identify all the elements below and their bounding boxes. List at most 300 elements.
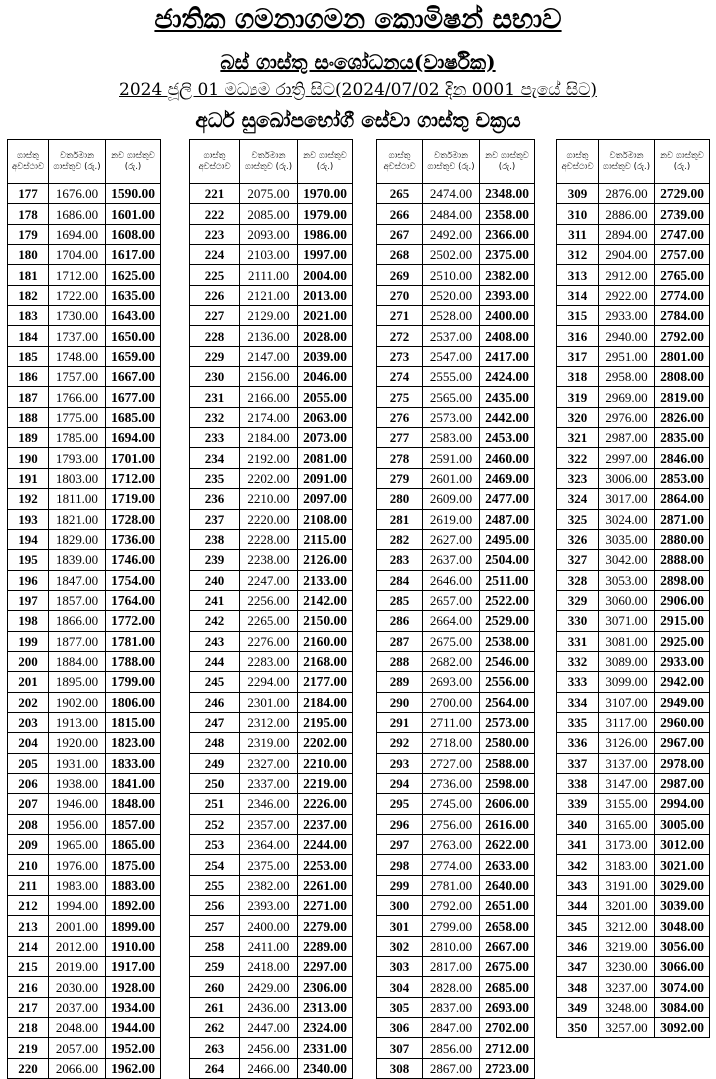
current-fare-cell: 2174.00 (240, 407, 298, 427)
current-fare-cell: 3006.00 (599, 468, 655, 488)
table-row (377, 224, 535, 244)
current-fare-cell: 3024.00 (599, 509, 655, 529)
new-fare-cell: 1736.00 (106, 529, 161, 549)
table-row (8, 1018, 161, 1038)
table-row (190, 936, 353, 956)
table-row (377, 509, 535, 529)
stage-cell: 275 (377, 387, 423, 407)
current-fare-cell: 2247.00 (240, 570, 298, 590)
stage-cell: 297 (377, 835, 423, 855)
stage-cell: 291 (377, 712, 423, 732)
new-fare-cell: 1764.00 (106, 590, 161, 610)
current-fare-cell: 2364.00 (240, 835, 298, 855)
new-fare-cell: 1962.00 (106, 1058, 161, 1078)
new-fare-cell: 1952.00 (106, 1038, 161, 1058)
fare-table-4 (556, 139, 710, 1038)
stage-cell: 224 (190, 245, 240, 265)
table-row (557, 468, 710, 488)
table-row (377, 835, 535, 855)
stage-cell: 326 (557, 529, 599, 549)
current-fare-cell: 2664.00 (423, 611, 480, 631)
stage-cell: 247 (190, 712, 240, 732)
new-fare-cell: 1883.00 (106, 875, 161, 895)
stage-cell: 189 (8, 428, 49, 448)
current-fare-cell: 2817.00 (423, 957, 480, 977)
new-fare-cell: 2400.00 (480, 306, 535, 326)
current-fare-cell: 2969.00 (599, 387, 655, 407)
table-row (557, 407, 710, 427)
stage-cell: 289 (377, 672, 423, 692)
stage-cell: 306 (377, 1018, 423, 1038)
new-fare-cell: 2261.00 (298, 875, 353, 895)
new-fare-cell: 2442.00 (480, 407, 535, 427)
new-fare-cell: 2424.00 (480, 367, 535, 387)
table-row (377, 550, 535, 570)
table-row (8, 651, 161, 671)
stage-cell: 193 (8, 509, 49, 529)
stage-cell: 302 (377, 936, 423, 956)
new-fare-cell: 2226.00 (298, 794, 353, 814)
table-row (8, 346, 161, 366)
table-row (190, 550, 353, 570)
table-row (557, 977, 710, 997)
stage-cell: 226 (190, 285, 240, 305)
new-fare-cell: 3092.00 (655, 1018, 710, 1038)
new-fare-cell: 1841.00 (106, 773, 161, 793)
stage-cell: 301 (377, 916, 423, 936)
table-row (190, 468, 353, 488)
stage-cell: 337 (557, 753, 599, 773)
new-fare-cell: 1833.00 (106, 753, 161, 773)
new-fare-cell: 1806.00 (106, 692, 161, 712)
table-row (557, 1018, 710, 1038)
current-fare-cell: 2294.00 (240, 672, 298, 692)
table-row (557, 855, 710, 875)
new-fare-cell: 2177.00 (298, 672, 353, 692)
table-row (377, 245, 535, 265)
stage-cell: 258 (190, 936, 240, 956)
new-fare-cell: 2522.00 (480, 590, 535, 610)
table-row (377, 407, 535, 427)
new-fare-cell: 2994.00 (655, 794, 710, 814)
current-fare-cell: 2129.00 (240, 306, 298, 326)
stage-cell: 244 (190, 651, 240, 671)
stage-cell: 348 (557, 977, 599, 997)
current-fare-cell: 2301.00 (240, 692, 298, 712)
table-row (8, 692, 161, 712)
new-fare-cell: 1944.00 (106, 1018, 161, 1038)
table-row (557, 306, 710, 326)
current-fare-cell: 2894.00 (599, 224, 655, 244)
stage-cell: 318 (557, 367, 599, 387)
stage-cell: 274 (377, 367, 423, 387)
current-fare-cell: 2066.00 (49, 1058, 106, 1078)
current-fare-cell: 2502.00 (423, 245, 480, 265)
stage-cell: 243 (190, 631, 240, 651)
current-fare-cell: 1676.00 (49, 184, 106, 204)
stage-cell: 315 (557, 306, 599, 326)
table-row (8, 957, 161, 977)
new-fare-cell: 2495.00 (480, 529, 535, 549)
new-fare-cell: 2435.00 (480, 387, 535, 407)
new-fare-cell: 2237.00 (298, 814, 353, 834)
stage-cell: 309 (557, 184, 599, 204)
stage-cell: 325 (557, 509, 599, 529)
table-row (190, 814, 353, 834)
stage-cell: 294 (377, 773, 423, 793)
new-fare-cell: 2658.00 (480, 916, 535, 936)
stage-cell: 273 (377, 346, 423, 366)
table-row (377, 997, 535, 1017)
table-row (190, 712, 353, 732)
table-row (190, 794, 353, 814)
stage-cell: 313 (557, 265, 599, 285)
stage-cell: 286 (377, 611, 423, 631)
table-row (377, 814, 535, 834)
stage-cell: 346 (557, 936, 599, 956)
stage-cell: 239 (190, 550, 240, 570)
stage-cell: 328 (557, 570, 599, 590)
new-fare-cell: 2004.00 (298, 265, 353, 285)
table-row (557, 997, 710, 1017)
stage-cell: 207 (8, 794, 49, 814)
current-fare-cell: 2019.00 (49, 957, 106, 977)
current-fare-cell: 2256.00 (240, 590, 298, 610)
current-fare-cell: 2312.00 (240, 712, 298, 732)
new-fare-cell: 2453.00 (480, 428, 535, 448)
table-row (190, 957, 353, 977)
new-fare-cell: 2195.00 (298, 712, 353, 732)
table-row (557, 245, 710, 265)
header-new-fare: නව ගාස්තුව (රු.) (655, 140, 710, 184)
current-fare-cell: 2283.00 (240, 651, 298, 671)
new-fare-cell: 3084.00 (655, 997, 710, 1017)
stage-cell: 215 (8, 957, 49, 977)
table-row (377, 855, 535, 875)
current-fare-cell: 2456.00 (240, 1038, 298, 1058)
table-row (8, 529, 161, 549)
header-current-fare: වර්තමාන ගාස්තුව (රු.) (423, 140, 480, 184)
table-row (377, 733, 535, 753)
current-fare-cell: 1704.00 (49, 245, 106, 265)
table-row (557, 936, 710, 956)
new-fare-cell: 2039.00 (298, 346, 353, 366)
current-fare-cell: 3230.00 (599, 957, 655, 977)
new-fare-cell: 1701.00 (106, 448, 161, 468)
current-fare-cell: 1803.00 (49, 468, 106, 488)
effective-date: 2024 ජූලි 01 මධ්‍යම රාත්‍රි සිට(2024/07/02 දින 0001 පැයේ සිට) (119, 80, 597, 100)
table-row (190, 875, 353, 895)
stage-cell: 319 (557, 387, 599, 407)
table-row (377, 773, 535, 793)
table-row (8, 407, 161, 427)
stage-cell: 241 (190, 590, 240, 610)
table-row (8, 204, 161, 224)
current-fare-cell: 2492.00 (423, 224, 480, 244)
new-fare-cell: 2757.00 (655, 245, 710, 265)
new-fare-cell: 2925.00 (655, 631, 710, 651)
new-fare-cell: 1799.00 (106, 672, 161, 692)
current-fare-cell: 1694.00 (49, 224, 106, 244)
stage-cell: 304 (377, 977, 423, 997)
current-fare-cell: 1766.00 (49, 387, 106, 407)
current-fare-cell: 2781.00 (423, 875, 480, 895)
stage-cell: 202 (8, 692, 49, 712)
current-fare-cell: 1829.00 (49, 529, 106, 549)
stage-cell: 278 (377, 448, 423, 468)
table-title: අර්ධ සුඛෝපභෝගී සේවා ගාස්තු චක්‍රය (195, 108, 521, 132)
current-fare-cell: 2346.00 (240, 794, 298, 814)
table-row (8, 896, 161, 916)
table-row (8, 773, 161, 793)
current-fare-cell: 1686.00 (49, 204, 106, 224)
current-fare-cell: 2886.00 (599, 204, 655, 224)
new-fare-cell: 2133.00 (298, 570, 353, 590)
stage-cell: 254 (190, 855, 240, 875)
table-row (8, 367, 161, 387)
table-row (377, 875, 535, 895)
stage-cell: 250 (190, 773, 240, 793)
table-row (557, 957, 710, 977)
current-fare-cell: 2922.00 (599, 285, 655, 305)
stage-cell: 342 (557, 855, 599, 875)
new-fare-cell: 1677.00 (106, 387, 161, 407)
stage-cell: 300 (377, 896, 423, 916)
current-fare-cell: 3257.00 (599, 1018, 655, 1038)
new-fare-cell: 1917.00 (106, 957, 161, 977)
current-fare-cell: 1757.00 (49, 367, 106, 387)
current-fare-cell: 2327.00 (240, 753, 298, 773)
stage-cell: 350 (557, 1018, 599, 1038)
table-row (190, 692, 353, 712)
current-fare-cell: 2547.00 (423, 346, 480, 366)
current-fare-cell: 2202.00 (240, 468, 298, 488)
table-row (377, 794, 535, 814)
new-fare-cell: 1986.00 (298, 224, 353, 244)
table-row (377, 326, 535, 346)
table-row (557, 448, 710, 468)
stage-cell: 347 (557, 957, 599, 977)
stage-cell: 213 (8, 916, 49, 936)
new-fare-cell: 2160.00 (298, 631, 353, 651)
new-fare-cell: 2108.00 (298, 509, 353, 529)
current-fare-cell: 2276.00 (240, 631, 298, 651)
table-row (190, 733, 353, 753)
new-fare-cell: 2801.00 (655, 346, 710, 366)
current-fare-cell: 2111.00 (240, 265, 298, 285)
stage-cell: 298 (377, 855, 423, 875)
table-row (8, 916, 161, 936)
new-fare-cell: 1712.00 (106, 468, 161, 488)
current-fare-cell: 1884.00 (49, 651, 106, 671)
new-fare-cell: 2115.00 (298, 529, 353, 549)
new-fare-cell: 2184.00 (298, 692, 353, 712)
stage-cell: 230 (190, 367, 240, 387)
table-row (557, 773, 710, 793)
new-fare-cell: 2297.00 (298, 957, 353, 977)
stage-cell: 261 (190, 997, 240, 1017)
current-fare-cell: 3248.00 (599, 997, 655, 1017)
new-fare-cell: 1910.00 (106, 936, 161, 956)
new-fare-cell: 1625.00 (106, 265, 161, 285)
stage-cell: 231 (190, 387, 240, 407)
current-fare-cell: 2400.00 (240, 916, 298, 936)
current-fare-cell: 2030.00 (49, 977, 106, 997)
new-fare-cell: 2633.00 (480, 855, 535, 875)
new-fare-cell: 2331.00 (298, 1038, 353, 1058)
new-fare-cell: 2202.00 (298, 733, 353, 753)
table-row (8, 855, 161, 875)
current-fare-cell: 1793.00 (49, 448, 106, 468)
current-fare-cell: 1983.00 (49, 875, 106, 895)
new-fare-cell: 2702.00 (480, 1018, 535, 1038)
current-fare-cell: 2447.00 (240, 1018, 298, 1038)
table-row (190, 1038, 353, 1058)
current-fare-cell: 3060.00 (599, 590, 655, 610)
current-fare-cell: 3165.00 (599, 814, 655, 834)
current-fare-cell: 2583.00 (423, 428, 480, 448)
header-new-fare: නව ගාස්තුව (රු.) (480, 140, 535, 184)
new-fare-cell: 2906.00 (655, 590, 710, 610)
table-row (8, 489, 161, 509)
current-fare-cell: 2429.00 (240, 977, 298, 997)
stage-cell: 263 (190, 1038, 240, 1058)
table-row (377, 448, 535, 468)
table-row (557, 916, 710, 936)
new-fare-cell: 2573.00 (480, 712, 535, 732)
stage-cell: 240 (190, 570, 240, 590)
table-row (377, 489, 535, 509)
table-row (377, 468, 535, 488)
new-fare-cell: 2538.00 (480, 631, 535, 651)
stage-cell: 287 (377, 631, 423, 651)
new-fare-cell: 2712.00 (480, 1038, 535, 1058)
stage-cell: 234 (190, 448, 240, 468)
stage-cell: 205 (8, 753, 49, 773)
new-fare-cell: 3005.00 (655, 814, 710, 834)
new-fare-cell: 2477.00 (480, 489, 535, 509)
header-stage: ගාස්තු අවස්ථාව (377, 140, 423, 184)
stage-cell: 284 (377, 570, 423, 590)
current-fare-cell: 2510.00 (423, 265, 480, 285)
current-fare-cell: 2591.00 (423, 448, 480, 468)
stage-cell: 256 (190, 896, 240, 916)
current-fare-cell: 1785.00 (49, 428, 106, 448)
stage-cell: 204 (8, 733, 49, 753)
table-row (377, 570, 535, 590)
table-row (377, 957, 535, 977)
current-fare-cell: 2976.00 (599, 407, 655, 427)
header-stage: ගාස්තු අවස්ථාව (190, 140, 240, 184)
new-fare-cell: 2667.00 (480, 936, 535, 956)
current-fare-cell: 2810.00 (423, 936, 480, 956)
stage-cell: 338 (557, 773, 599, 793)
current-fare-cell: 2484.00 (423, 204, 480, 224)
table-row (190, 651, 353, 671)
table-row (190, 1058, 353, 1078)
table-row (190, 285, 353, 305)
stage-cell: 316 (557, 326, 599, 346)
new-fare-cell: 2081.00 (298, 448, 353, 468)
new-fare-cell: 2864.00 (655, 489, 710, 509)
new-fare-cell: 2846.00 (655, 448, 710, 468)
current-fare-cell: 2075.00 (240, 184, 298, 204)
table-row (190, 916, 353, 936)
stage-cell: 285 (377, 590, 423, 610)
stage-cell: 220 (8, 1058, 49, 1078)
current-fare-cell: 1877.00 (49, 631, 106, 651)
new-fare-cell: 2511.00 (480, 570, 535, 590)
current-fare-cell: 1839.00 (49, 550, 106, 570)
current-fare-cell: 2319.00 (240, 733, 298, 753)
table-row (377, 692, 535, 712)
current-fare-cell: 2637.00 (423, 550, 480, 570)
new-fare-cell: 3012.00 (655, 835, 710, 855)
current-fare-cell: 2147.00 (240, 346, 298, 366)
stage-cell: 327 (557, 550, 599, 570)
stage-cell: 218 (8, 1018, 49, 1038)
current-fare-cell: 3126.00 (599, 733, 655, 753)
current-fare-cell: 2997.00 (599, 448, 655, 468)
table-row (8, 977, 161, 997)
stage-cell: 249 (190, 753, 240, 773)
new-fare-cell: 1643.00 (106, 306, 161, 326)
current-fare-cell: 1857.00 (49, 590, 106, 610)
new-fare-cell: 2358.00 (480, 204, 535, 224)
stage-cell: 191 (8, 468, 49, 488)
new-fare-cell: 2210.00 (298, 753, 353, 773)
stage-cell: 260 (190, 977, 240, 997)
stage-cell: 211 (8, 875, 49, 895)
current-fare-cell: 1965.00 (49, 835, 106, 855)
current-fare-cell: 2537.00 (423, 326, 480, 346)
stage-cell: 333 (557, 672, 599, 692)
current-fare-cell: 2675.00 (423, 631, 480, 651)
table-row (557, 631, 710, 651)
new-fare-cell: 2784.00 (655, 306, 710, 326)
table-row (557, 570, 710, 590)
current-fare-cell: 3042.00 (599, 550, 655, 570)
current-fare-cell: 1722.00 (49, 285, 106, 305)
table-row (557, 285, 710, 305)
table-row (190, 977, 353, 997)
current-fare-cell: 2700.00 (423, 692, 480, 712)
stage-cell: 235 (190, 468, 240, 488)
current-fare-cell: 2763.00 (423, 835, 480, 855)
current-fare-cell: 2057.00 (49, 1038, 106, 1058)
fare-table-3 (376, 139, 535, 1079)
stage-cell: 214 (8, 936, 49, 956)
new-fare-cell: 2598.00 (480, 773, 535, 793)
new-fare-cell: 2382.00 (480, 265, 535, 285)
current-fare-cell: 2601.00 (423, 468, 480, 488)
current-fare-cell: 3212.00 (599, 916, 655, 936)
table-row (190, 753, 353, 773)
new-fare-cell: 2073.00 (298, 428, 353, 448)
stage-cell: 268 (377, 245, 423, 265)
table-row (377, 265, 535, 285)
new-fare-cell: 1892.00 (106, 896, 161, 916)
table-row (377, 428, 535, 448)
stage-cell: 288 (377, 651, 423, 671)
stage-cell: 223 (190, 224, 240, 244)
current-fare-cell: 1931.00 (49, 753, 106, 773)
table-row (557, 428, 710, 448)
current-fare-cell: 1866.00 (49, 611, 106, 631)
table-row (377, 753, 535, 773)
new-fare-cell: 2640.00 (480, 875, 535, 895)
current-fare-cell: 3071.00 (599, 611, 655, 631)
